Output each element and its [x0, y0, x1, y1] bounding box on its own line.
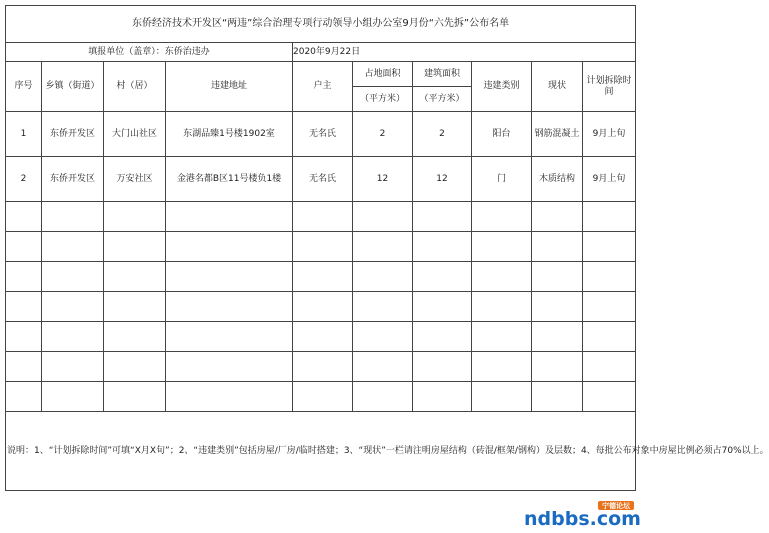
cell-plan-time: 9月上旬: [583, 112, 636, 157]
header-status: 现状: [532, 62, 583, 112]
cell-type: 阳台: [472, 112, 532, 157]
cell-build-area: 12: [413, 157, 472, 202]
announcement-table: [5, 5, 769, 491]
cell-village: 大门山社区: [104, 112, 166, 157]
ndbbs-watermark-logo: [518, 501, 641, 530]
table-row: [6, 157, 636, 202]
cell-owner: 无名氏: [293, 112, 353, 157]
cell-owner: 无名氏: [293, 157, 353, 202]
page-title: 东侨经济技术开发区“两违”综合治理专项行动领导小组办公室9月份“六先拆”公布名单: [6, 6, 636, 43]
empty-row: [6, 382, 636, 412]
cell-plan-time: 9月上旬: [583, 157, 636, 202]
cell-build-area: 2: [413, 112, 472, 157]
report-date: [293, 43, 636, 62]
header-build-unit: （平方米）: [413, 87, 472, 112]
header-seq: 序号: [6, 62, 42, 112]
empty-row: [6, 262, 636, 292]
cell-address: 金港名都B区11号楼负1楼: [166, 157, 293, 202]
table-row: [6, 112, 636, 157]
cell-land-area: 2: [353, 112, 413, 157]
header-land-area: 占地面积: [353, 62, 413, 87]
header-town: 乡镇（街道）: [42, 62, 104, 112]
header-build-area: 建筑面积: [413, 62, 472, 87]
cell-status: 钢筋混凝土: [532, 112, 583, 157]
report-date-text: 2020年9月22日: [293, 46, 361, 57]
reporting-unit: 填报单位（盖章）：东侨治违办: [6, 43, 293, 62]
header-address: 违建地址: [166, 62, 293, 112]
empty-row: [6, 352, 636, 382]
empty-row: [6, 292, 636, 322]
empty-row: [6, 322, 636, 352]
empty-row: [6, 202, 636, 232]
cell-land-area: 12: [353, 157, 413, 202]
cell-town: 东侨开发区: [42, 157, 104, 202]
header-village: 村（居）: [104, 62, 166, 112]
header-plan-time: 计划拆除时间: [583, 62, 636, 112]
cell-seq: 2: [6, 157, 42, 202]
cell-seq: 1: [6, 112, 42, 157]
empty-row: [6, 232, 636, 262]
header-land-unit: （平方米）: [353, 87, 413, 112]
cell-address: 东湖品臻1号楼1902室: [166, 112, 293, 157]
cell-type: 门: [472, 157, 532, 202]
watermark-badge-text: 宁德论坛: [602, 502, 630, 510]
cell-town: 东侨开发区: [42, 112, 104, 157]
table-note: 说明：1、“计划拆除时间”可填“X月X旬”；2、“违建类别”包括房屋/厂房/临时搭建；3、“现状”一栏请注明房屋结构（砖混/框架/钢构）及层数；4、每批公布对象中房屋比例必须占70%以上。: [6, 412, 636, 491]
header-owner: 户主: [293, 62, 353, 112]
cell-status: 木质结构: [532, 157, 583, 202]
header-type: 违建类别: [472, 62, 532, 112]
cell-village: 万安社区: [104, 157, 166, 202]
watermark-text: ndbbs.com: [524, 508, 641, 530]
